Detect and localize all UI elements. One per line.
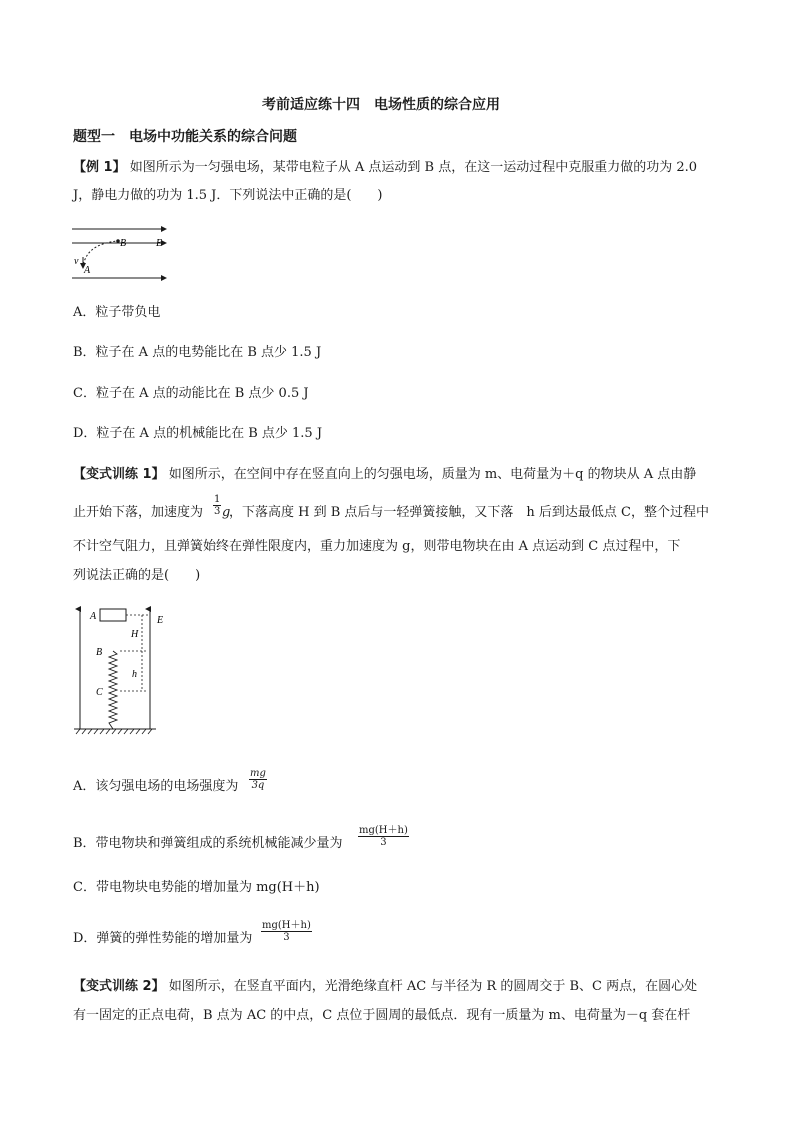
label-C: C [96, 687, 103, 698]
example1-tag: 【例 1】 [73, 160, 126, 175]
variant1-line2a: 止开始下落，加速度为 [73, 505, 204, 520]
variant2-line2: 有一固定的正点电荷，B 点为 AC 的中点，C 点位于圆周的最低点．现有一质量为 m、电荷量为－q 套在杆 [73, 1008, 691, 1023]
fraction-option-b: $\frac{mg(H+h)}{3}$ [359, 825, 408, 848]
variant1-option-c: C．带电物块电势能的增加量为 mg(H＋h) [73, 880, 320, 895]
example1-option-c: C．粒子在 A 点的动能比在 B 点少 0.5 J [73, 386, 309, 401]
label-B: B [96, 647, 103, 658]
label-A: A [90, 611, 97, 622]
variant1-line4: 列说法正确的是( ) [73, 568, 201, 583]
example1-line2: J，静电力做的功为 1.5 J．下列说法中正确的是( ) [73, 188, 383, 203]
variant1-accel-g: g [222, 505, 231, 520]
variant1-line3: 不计空气阻力，且弹簧始终在弹性限度内，重力加速度为 g，则带电物块在由 A 点运动到 C 点过程中，下 [73, 539, 681, 554]
fraction-mg-3q: $\frac{mg}{3q}$ [250, 768, 266, 791]
label-v: v [74, 256, 79, 267]
variant2-tag: 【变式训练 2】 [73, 979, 165, 994]
label-E: E [156, 238, 163, 249]
example1-option-b: B．粒子在 A 点的电势能比在 B 点少 1.5 J [73, 345, 322, 360]
label-E: E [157, 615, 164, 626]
label-B: B [120, 238, 127, 249]
fraction-option-d: $\frac{mg(H+h)}{3}$ [262, 920, 311, 943]
section-heading: 题型一 电场中功能关系的综合问题 [73, 129, 297, 145]
example1-line1: 【例 1】 如图所示为一匀强电场，某带电粒子从 A 点运动到 B 点，在这一运动过程中克服重力做的功为 2.0 [73, 160, 697, 175]
fraction-one-third: $\frac{1}{3}$ [214, 494, 221, 517]
label-A: A [84, 265, 91, 276]
variant1-option-b: B．带电物块和弹簧组成的系统机械能减少量为 [73, 836, 343, 851]
figure-spring-block [70, 603, 180, 743]
variant1-option-a: A．该匀强电场的电场强度为 [73, 779, 239, 794]
example1-option-a: A．粒子带负电 [73, 305, 161, 320]
figure-electric-field [70, 220, 170, 282]
variant1-line2b: ，下落高度 H 到 B 点后与一轻弹簧接触，又下落 h 后到达最低点 C，整个过程中 [229, 505, 710, 520]
page-title: 考前适应练十四 电场性质的综合应用 [262, 97, 500, 113]
label-H: H [131, 629, 139, 640]
variant1-option-d: D．弹簧的弹性势能的增加量为 [73, 931, 253, 946]
variant1-line1: 【变式训练 1】 如图所示，在空间中存在竖直向上的匀强电场，质量为 m、电荷量为＋q 的物块从 A 点由静 [73, 467, 697, 482]
variant1-tag: 【变式训练 1】 [73, 467, 165, 482]
variant2-line1: 【变式训练 2】 如图所示，在竖直平面内，光滑绝缘直杆 AC 与半径为 R 的圆周交于 B、C 两点，在圆心处 [73, 979, 698, 994]
label-h: h [132, 669, 137, 680]
example1-option-d: D．粒子在 A 点的机械能比在 B 点少 1.5 J [73, 426, 323, 441]
